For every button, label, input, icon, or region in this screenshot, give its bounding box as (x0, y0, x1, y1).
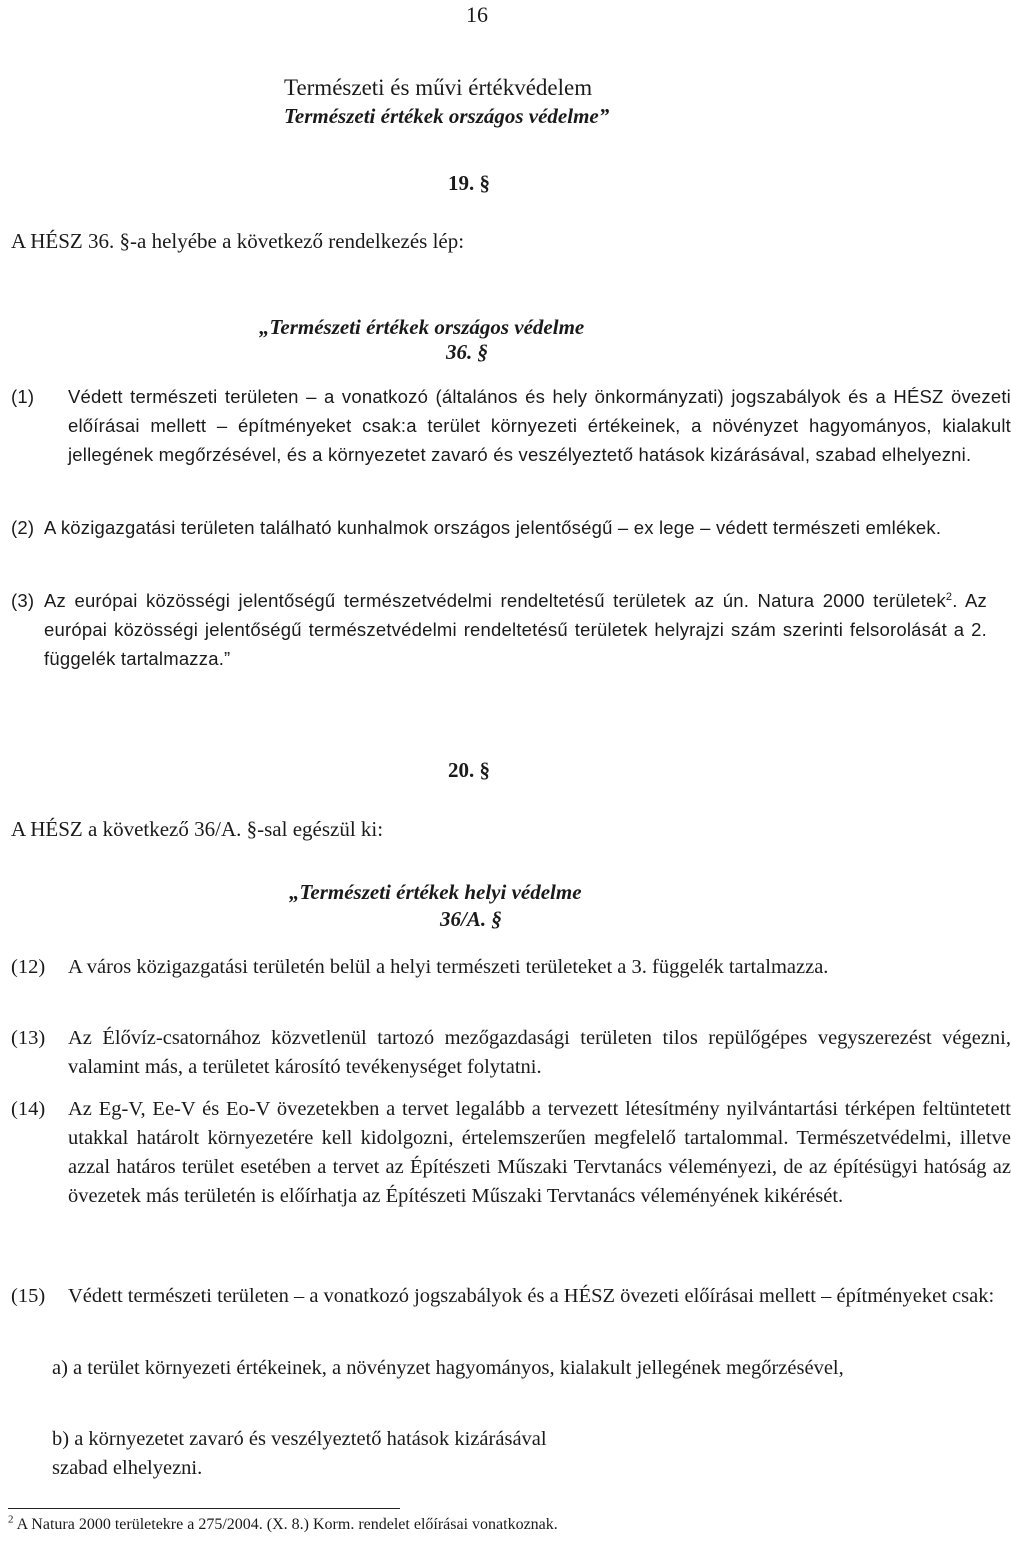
quoted-number-36a: 36/A. § (440, 907, 502, 931)
paragraph-14-label: (14) (11, 1098, 46, 1120)
paragraph-13 (11, 1024, 1011, 1082)
paragraph-2-text: A közigazgatási területen található kunhalmok országos jelentőségű – ex lege – védett természeti emlékek. (44, 517, 942, 538)
paragraph-12-label: (12) (11, 956, 46, 978)
paragraph-13-text: Az Élővíz-csatornához közvetlenül tartozó mezőgazdasági területen tilos repülőgépes vegyszerezést végezni, valamint más, a területet károsító tevékenységet folytatni. (68, 1027, 1011, 1078)
list-item-b-continuation: szabad elhelyezni. (52, 1457, 203, 1479)
paragraph-15 (11, 1282, 1011, 1311)
quoted-heading-36a: „Természeti értékek helyi védelme (289, 880, 582, 904)
paragraph-13-label: (13) (11, 1027, 46, 1049)
paragraph-3-text-b: . Az európai közösségi jelentőségű természetvédelmi rendeltetésű területek helyrajzi szám szerinti felsorolását a 2. függelék tartalmazza.” (44, 590, 988, 669)
footnote-text: A Natura 2000 területekre a 275/2004. (X. 8.) Korm. rendelet előírásai vonatkoznak. (16, 1516, 558, 1533)
paragraph-14-text: Az Eg-V, Ee-V és Eo-V övezetekben a tervet legalább a tervezett létesítmény nyilvántartási térképen feltüntetett utakkal határolt környezetére kell kidolgozni, értelemszerűen megfelelő tartalommal. Természetvédelmi, illetve azzal határos terület esetében a tervet az Építészeti Műszaki Tervtanács véleményezi, de az építésügyi hatóság az övezetek más területén is előírhatja az Építészeti Műszaki Tervtanács véleményének kikérését. (68, 1098, 1011, 1207)
paragraph-1-label: (1) (11, 386, 35, 407)
list-item-a: a) a terület környezeti értékeinek, a növényzet hagyományos, kialakult jellegének megőrzésével, (52, 1357, 844, 1379)
list-item-b: b) a környezetet zavaró és veszélyeztető hatások kizárásával (52, 1428, 547, 1450)
paragraph-15-label: (15) (11, 1285, 46, 1307)
page-number: 16 (466, 2, 488, 27)
paragraph-3-label: (3) (11, 590, 35, 611)
section-title: Természeti és művi értékvédelem (284, 75, 593, 100)
amendment-intro-20: A HÉSZ a következő 36/A. §-sal egészül ki: (11, 817, 384, 841)
paragraph-12-text: A város közigazgatási területén belül a helyi természeti területeket a 3. függelék tartalmazza. (68, 956, 829, 978)
paragraph-number-20: 20. § (448, 758, 490, 782)
footnote-reference: 2 (945, 590, 953, 603)
paragraph-15-text: Védett természeti területen – a vonatkozó jogszabályok és a HÉSZ övezeti előírásai mellett – építményeket csak: (68, 1285, 995, 1307)
paragraph-2 (11, 513, 987, 542)
paragraph-3 (11, 586, 987, 673)
footnote (8, 1513, 558, 1534)
footnote-mark: 2 (8, 1513, 14, 1526)
quoted-number-36: 36. § (446, 340, 488, 364)
footnote-divider (8, 1508, 400, 1509)
paragraph-3-text-a: Az európai közösségi jelentőségű természetvédelmi rendeltetésű területek az ún. Natura 2000 területek (44, 590, 946, 611)
amendment-intro-19: A HÉSZ 36. §-a helyébe a következő rendelkezés lép: (11, 229, 465, 253)
section-subtitle: Természeti értékek országos védelme” (284, 104, 610, 128)
paragraph-12 (11, 953, 1011, 982)
paragraph-2-label: (2) (11, 517, 35, 538)
paragraph-1 (11, 382, 1011, 469)
paragraph-number-19: 19. § (448, 171, 490, 195)
quoted-heading-36: „Természeti értékek országos védelme (259, 315, 585, 339)
paragraph-14 (11, 1095, 1011, 1211)
paragraph-1-text: Védett természeti területen – a vonatkozó (általános és hely önkormányzati) jogszabályok és a HÉSZ övezeti előírásai mellett – építményeket csak:a terület környezeti értékeinek, a növényzet hagyományos, kialakult jellegének megőrzésével, és a környezetet zavaró és veszélyeztető hatások kizárásával, szabad elhelyezni. (68, 386, 1011, 465)
